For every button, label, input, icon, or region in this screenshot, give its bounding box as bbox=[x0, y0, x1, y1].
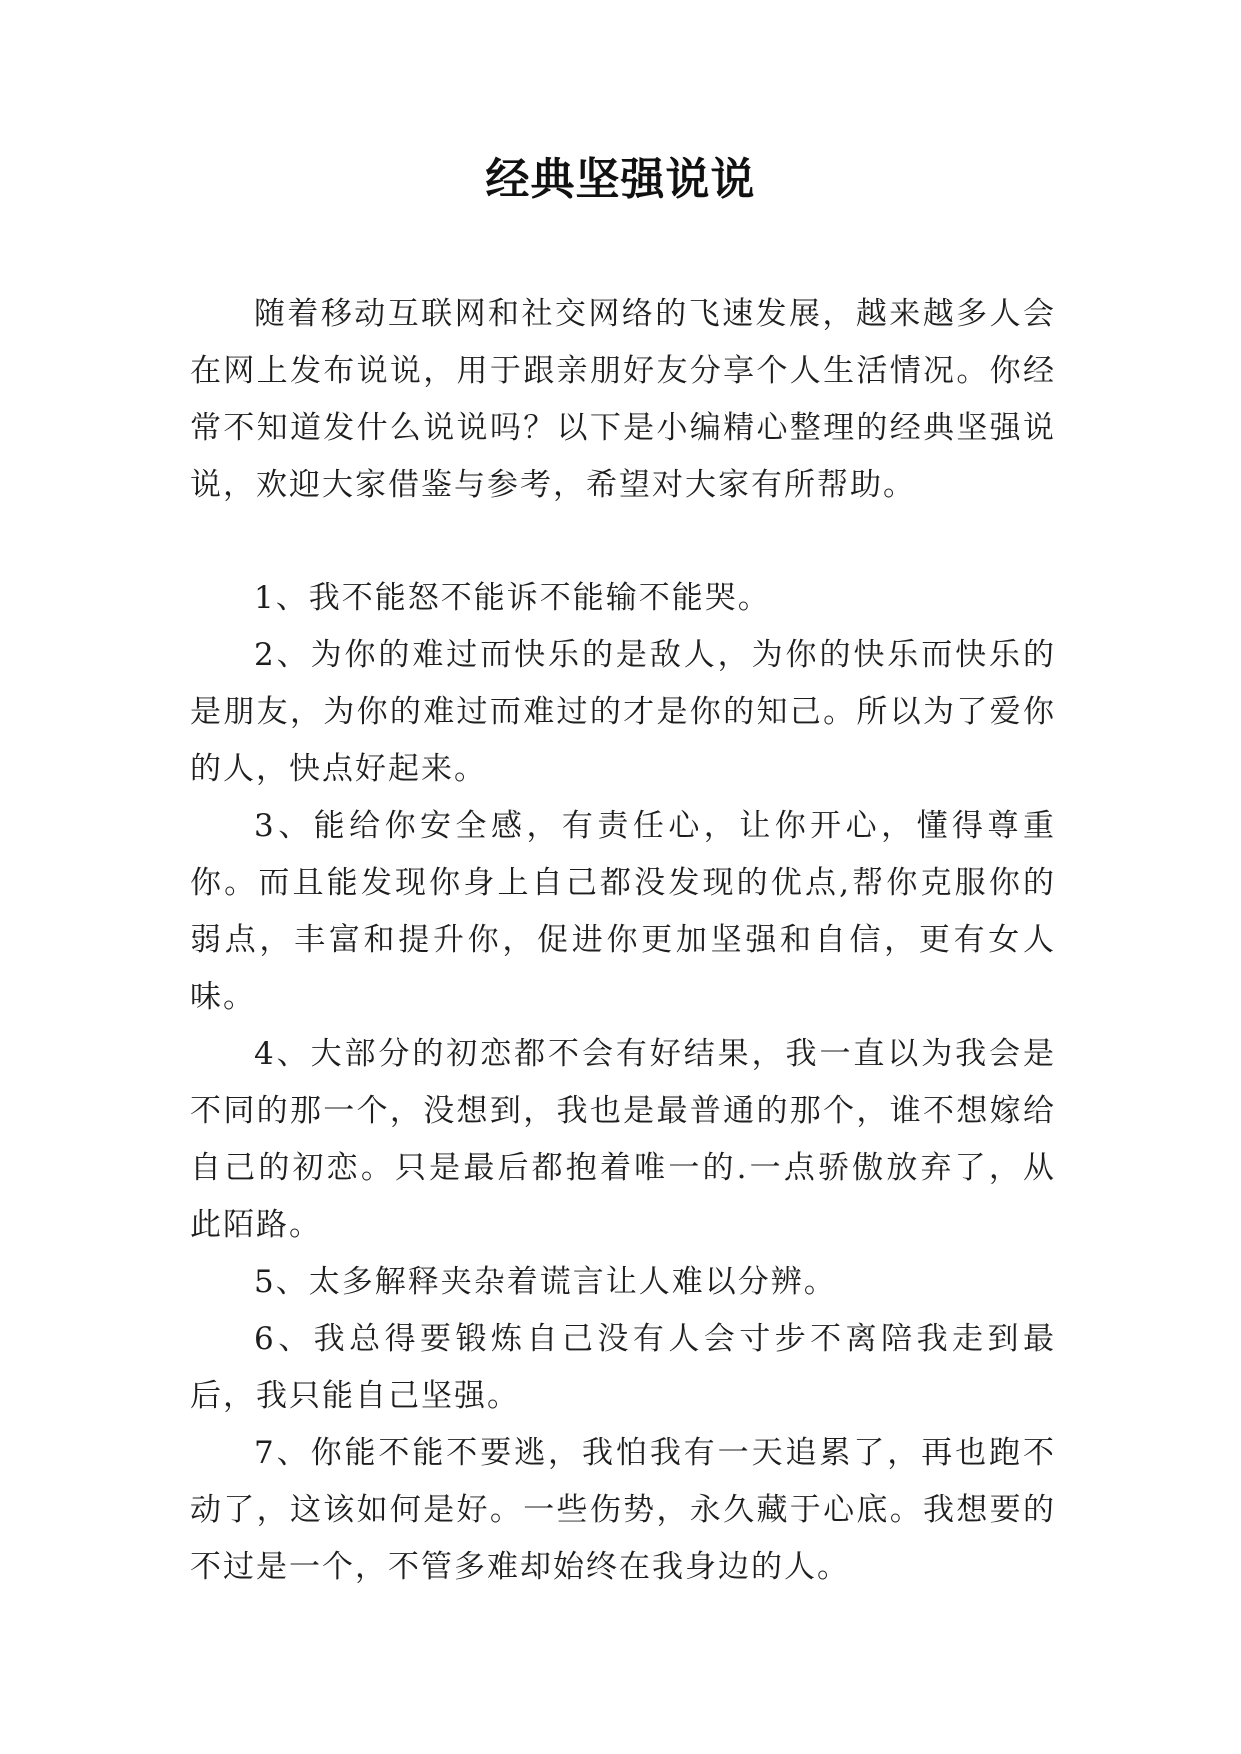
intro-paragraph: 随着移动互联网和社交网络的飞速发展，越来越多人会在网上发布说说，用于跟亲朋好友分享个人生活情况。你经常不知道发什么说说吗？以下是小编精心整理的经典坚强说说，欢迎大家借鉴与参考，希望对大家有所帮助。 bbox=[190, 296, 1056, 503]
quote-item-6: 6、我总得要锻炼自己没有人会寸步不离陪我走到最后，我只能自己坚强。 bbox=[190, 1321, 1056, 1414]
quote-item-4: 4、大部分的初恋都不会有好结果，我一直以为我会是不同的那一个，没想到，我也是最普通的那个，谁不想嫁给自己的初恋。只是最后都抱着唯一的.一点骄傲放弃了，从此陌路。 bbox=[190, 1036, 1056, 1243]
document-title: 经典坚强说说 bbox=[485, 154, 756, 205]
quote-item-3: 3、能给你安全感，有责任心，让你开心，懂得尊重你。而且能发现你身上自己都没发现的优点,帮你克服你的弱点，丰富和提升你，促进你更加坚强和自信，更有女人味。 bbox=[190, 808, 1056, 1015]
quote-item-1: 1、我不能怒不能诉不能输不能哭。 bbox=[254, 580, 771, 616]
quote-item-7: 7、你能不能不要逃，我怕我有一天追累了，再也跑不动了，这该如何是好。一些伤势，永久藏于心底。我想要的不过是一个，不管多难却始终在我身边的人。 bbox=[190, 1435, 1056, 1585]
quote-item-2: 2、为你的难过而快乐的是敌人，为你的快乐而快乐的是朋友，为你的难过而难过的才是你的知己。所以为了爱你的人，快点好起来。 bbox=[190, 637, 1056, 787]
quote-item-5: 5、太多解释夹杂着谎言让人难以分辨。 bbox=[254, 1264, 837, 1300]
document-body bbox=[190, 286, 1056, 1596]
